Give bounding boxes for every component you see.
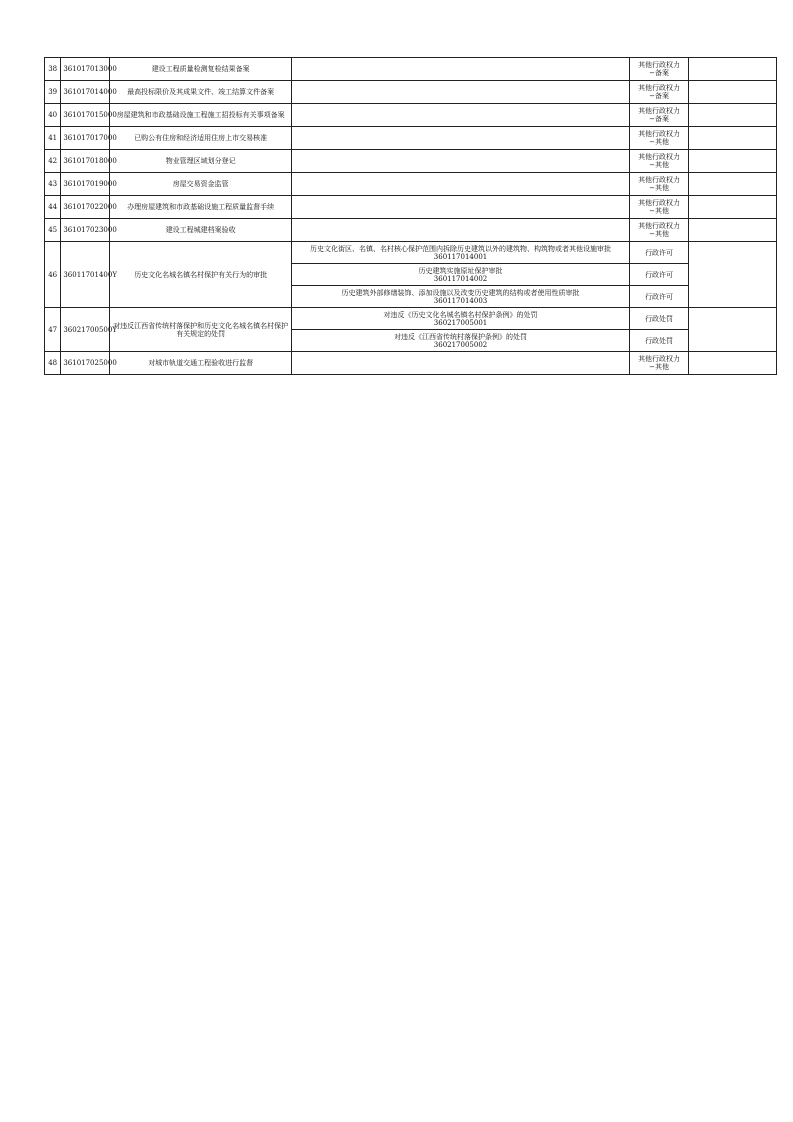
sub-item-cell [292,58,630,81]
sub-item-cell [292,308,630,330]
row-number: 44 [45,196,61,219]
row-number: 43 [45,173,61,196]
note-cell [689,219,777,242]
power-type: 其他行政权力−备案 [629,58,688,81]
sub-item-cell [292,242,630,264]
table-row [45,127,777,150]
power-type: 行政处罚 [629,308,688,330]
note-cell [689,242,777,308]
table-row [45,219,777,242]
table-row [45,81,777,104]
power-type: 行政许可 [629,286,688,308]
item-code: 361017022000 [61,196,110,219]
sub-item-cell [292,219,630,242]
sub-item-cell [292,196,630,219]
row-number: 47 [45,308,61,352]
sub-item-name: 历史文化街区、名镇、名村核心保护范围内拆除历史建筑以外的建筑物、构筑物或者其他设施审批 [310,244,611,253]
sub-item-cell [292,173,630,196]
item-code: 361017013000 [61,58,110,81]
power-list-table [44,57,777,375]
table-row [45,173,777,196]
note-cell [689,173,777,196]
item-code: 361017015000 [61,104,110,127]
item-name: 建设工程城建档案验收 [110,219,292,242]
note-cell [689,352,777,375]
row-number: 42 [45,150,61,173]
table-row [45,352,777,375]
item-code: 36021700500Y [61,308,110,352]
row-number: 40 [45,104,61,127]
sub-item-name: 历史建筑实施原址保护审批 [418,266,503,275]
power-type: 其他行政权力−其他 [629,173,688,196]
row-number: 45 [45,219,61,242]
item-name: 物业管理区域划分登记 [110,150,292,173]
table-row [45,150,777,173]
note-cell [689,104,777,127]
sub-item-cell [292,352,630,375]
note-cell [689,127,777,150]
sub-item-code: 360217005001 [433,318,488,327]
item-code: 361017019000 [61,173,110,196]
note-cell [689,308,777,352]
table-row [45,196,777,219]
sub-item-code: 360117014001 [433,252,488,261]
power-type: 其他行政权力−备案 [629,104,688,127]
power-type: 其他行政权力−其他 [629,196,688,219]
power-type: 行政许可 [629,264,688,286]
row-number: 38 [45,58,61,81]
sub-item-name: 对违反《历史文化名城名镇名村保护条例》的处罚 [383,310,538,319]
item-name: 历史文化名城名镇名村保护有关行为的审批 [110,242,292,308]
sub-item-cell [292,127,630,150]
item-name: 房屋建筑和市政基础设施工程施工招投标有关事项备案 [110,104,292,127]
table-row [45,104,777,127]
power-type: 其他行政权力−其他 [629,150,688,173]
sub-item-code: 360117014002 [433,274,488,283]
note-cell [689,196,777,219]
power-type: 行政许可 [629,242,688,264]
item-code: 361017014000 [61,81,110,104]
sub-item-cell [292,286,630,308]
table-row [45,58,777,81]
power-type: 其他行政权力−其他 [629,219,688,242]
sub-item-name: 历史建筑外部修缮装饰、添加设施以及改变历史建筑的结构或者使用性质审批 [341,288,580,297]
row-number: 46 [45,242,61,308]
power-type: 其他行政权力−备案 [629,81,688,104]
sub-item-code: 360217005002 [433,340,488,349]
sub-item-cell [292,104,630,127]
power-type: 行政处罚 [629,330,688,352]
item-code: 361017017000 [61,127,110,150]
table-row [45,308,777,330]
table-row [45,242,777,264]
item-name: 对城市轨道交通工程验收进行监督 [110,352,292,375]
item-code: 361017025000 [61,352,110,375]
row-number: 41 [45,127,61,150]
power-type: 其他行政权力−其他 [629,127,688,150]
note-cell [689,81,777,104]
item-name: 建设工程质量检测复检结果备案 [110,58,292,81]
item-name: 已购公有住房和经济适用住房上市交易核准 [110,127,292,150]
item-name: 办理房屋建筑和市政基础设施工程质量监督手续 [110,196,292,219]
item-code: 361017023000 [61,219,110,242]
sub-item-cell [292,264,630,286]
item-code: 361017018000 [61,150,110,173]
sub-item-name: 对违反《江西省传统村落保护条例》的处罚 [394,332,527,341]
item-name: 对违反江西省传统村落保护和历史文化名城名镇名村保护有关规定的处罚 [110,308,292,352]
item-code: 36011701400Y [61,242,110,308]
note-cell [689,150,777,173]
note-cell [689,58,777,81]
sub-item-cell [292,81,630,104]
item-name: 最高投标限价及其成果文件、竣工结算文件备案 [110,81,292,104]
power-type: 其他行政权力−其他 [629,352,688,375]
row-number: 48 [45,352,61,375]
sub-item-cell [292,150,630,173]
row-number: 39 [45,81,61,104]
item-name: 房屋交易资金监管 [110,173,292,196]
sub-item-cell [292,330,630,352]
sub-item-code: 360117014003 [433,296,488,305]
